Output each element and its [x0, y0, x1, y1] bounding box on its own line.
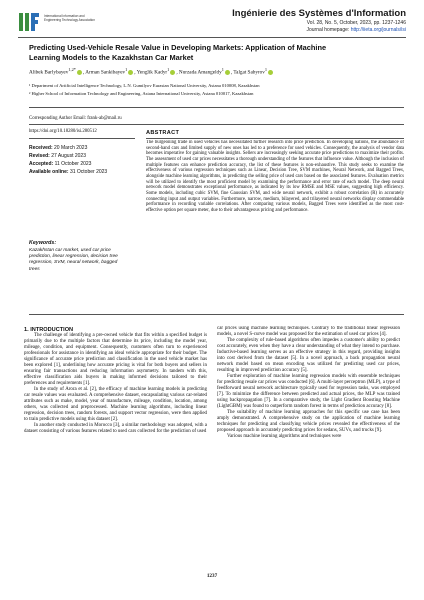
- orcid-icon[interactable]: [128, 70, 133, 75]
- author-name: Arman Sankibayev: [85, 69, 126, 76]
- iieta-logo-icon: [18, 10, 40, 34]
- orcid-icon[interactable]: [77, 70, 82, 75]
- affiliation-1: ¹ Department of Artificial Intelligence Technology, L.N. Gumilyov Eurasian National University, Astana 010008, Kazakhstan: [29, 83, 260, 88]
- author-list: Alibek Barlybayev$^{1,2*}$, Arman Sankibayev$^1$, Yenglik Kadyr$^1$, Nurzada Amangeldy$^1$, Talgat Sabyrov$^1$: [29, 67, 409, 76]
- orcid-icon[interactable]: [268, 70, 273, 75]
- author-affiliation-mark: 1: [221, 67, 224, 72]
- history-received: [29, 145, 119, 153]
- author-affiliation-mark: 1: [125, 67, 128, 72]
- history-value: 31 October 2023: [69, 169, 108, 175]
- body-left-column: [24, 327, 207, 569]
- author-name: Talgat Sabyrov: [233, 69, 265, 76]
- affiliation-2: ² Higher School of Information Technology and Engineering, Astana International University, Astana 010017, Kazakhstan: [29, 91, 254, 96]
- history-value: 20 March 2023: [54, 145, 88, 151]
- author-affiliation-mark: 1: [167, 67, 170, 72]
- doi-divider: [29, 138, 135, 139]
- history-label: Available online:: [29, 169, 69, 175]
- keywords-heading: Keywords:: [29, 240, 57, 246]
- section-heading: 1. INTRODUCTION: [24, 327, 74, 333]
- journal-homepage: [306, 27, 406, 33]
- history-revised: [29, 153, 119, 161]
- doi-link[interactable]: https://doi.org/10.18280/isi.280512: [29, 129, 97, 134]
- publisher-line: Engineering Technology Association: [44, 18, 95, 22]
- history-label: Accepted:: [29, 161, 54, 167]
- abstract-divider: [146, 138, 404, 139]
- body-paragraph: The challenge of identifying a pre-owned vehicle that fits within a specified budget is primarily due to the multiple factors that determine its price, including the model year, mileage, condition, and equipment. Consequently, customers often turn to experienced professionals for assistance in identifying an ideal vehicle appropriate for their budget. The significance of accurate price prediction and classification in the used vehicle market has been explored [1], underlining how accurate pricing is vital for both buyers and sellers in ensuring fair transactions and reducing information asymmetry. In tandem with this, effective classification aids buyers in making informed decisions tailored to their preferences and requirements [1].: [24, 332, 207, 386]
- body-paragraph: In another study conducted in Morocco [3], a similar methodology was adopted, with a dataset consisting of various features related to used cars collected for the prediction of used: [24, 422, 207, 434]
- abstract-text: The burgeoning trade in used vehicles has necessitated further research into price prediction. In developing nations, the abundance of second-hand cars and limited supply of new ones has led to a preference for used vehicles. Consequently, the analysis of vendor data becomes imperative for gaining valuable insights. Sellers are increasingly seeking accurate price predictions to maximize their profits. The assessment of used car prices necessitates a thorough understanding of the features that influence value. Although the inclusion of multiple features can enhance prediction accuracy, the list of these features is non-exhaustive. This study seeks to examine the effectiveness of various regression techniques such as Linear, Decision Tree, SVM machines, Neural Network, and Bagged Trees, alongside machine learning algorithms, in predicting the selling price of used cars based on the associated features. Evaluation metrics will be utilized to identify the most proficient model by examining the performance and error rate of each model. The deep neural network model demonstrates exceptional performance, as indicated by its low RMSE and MSE values, suggesting high efficiency. Some models, including cubic SVM, fine Gaussian SVM, and wide neural network, exhibit a robust correlation (R) in accurately connecting input and output variables. Furthermore, narrow, medium, bilayered, and trilayered neural networks display commendable performance in recording variable correlations. After comparing various models, Bagged Trees were identified as the most cost-effective option per square meter, due to their advantageous pricing and performance.: [146, 140, 404, 213]
- history-accepted: [29, 161, 119, 169]
- affiliation-divider: [29, 107, 404, 108]
- corresponding-divider: [29, 124, 404, 125]
- header-divider: [18, 37, 406, 38]
- publisher-name: [44, 14, 104, 22]
- author-affiliation-mark: 1,2*: [68, 67, 76, 72]
- body-paragraph: The complexity of rule-based algorithms often impedes a customer's ability to predict cost accurately, even when they have a clear understanding of what they intend to purchase. Inductive-based learning serves as an effective strategy in this regard, providing insights into cost derived from the dataset [5]. In a novel approach, a back propagation neural network model based on mean encoding was utilized for predicting used car prices, resulting in improved prediction accuracy [5].: [217, 337, 400, 373]
- front-matter-divider: [29, 314, 404, 315]
- journal-header: [18, 8, 406, 48]
- abstract-heading: ABSTRACT: [146, 130, 180, 136]
- orcid-icon[interactable]: [170, 70, 175, 75]
- author-name: Yenglik Kadyr: [136, 69, 168, 76]
- body-right-column: [217, 326, 400, 572]
- history-available: [29, 169, 119, 177]
- author-affiliation-mark: 1: [264, 67, 268, 72]
- homepage-link[interactable]: http://iieta.org/journals/isi: [350, 27, 406, 33]
- homepage-label: Journal homepage:: [306, 27, 350, 33]
- history-value: 11 October 2023: [54, 161, 92, 167]
- orcid-icon[interactable]: [225, 70, 230, 75]
- body-paragraph: The suitability of machine learning approaches for this specific use case has been amply demonstrated. A comprehensive study on the application of machine learning techniques for predicting and classifying vehicle prices revealed the effectiveness of the proposed approach in accurately predicting prices for sedans, SUVs, and trucks [9].: [217, 409, 400, 433]
- body-paragraph: In the study of Arora et al. [2], the efficacy of machine learning models in predicting car resale values was evaluated. A comprehensive dataset, encapsulating various car-related attributes such as make, model, year of manufacture, mileage, condition, location, among others, was collected and preprocessed. Machine learning algorithms, including linear regression, decision trees, random forests, and support vector regression, were then applied to train predictive models using this dataset [2].: [24, 386, 207, 422]
- title-line: Learning Models to the Kazakhstan Car Market: [29, 53, 194, 62]
- history-label: Revised:: [29, 153, 50, 159]
- body-paragraph: car prices using machine learning techniques. Contrary to the traditional linear regression models, a novel S-curve model was proposed for the estimation of used car prices [4].: [217, 326, 400, 337]
- publisher-line: International Information and: [44, 14, 85, 18]
- author-name: Nurzada Amangeldy: [178, 69, 222, 76]
- history-label: Received:: [29, 145, 53, 151]
- journal-title: Ingénierie des Systèmes d'Information: [232, 8, 406, 19]
- title-line: Predicting Used-Vehicle Resale Value in Developing Markets: Application of Machine: [29, 43, 327, 52]
- paper-title: [29, 43, 399, 63]
- body-paragraph: Various machine learning algorithms and techniques were: [227, 433, 342, 439]
- page-number: 1237: [206, 573, 218, 579]
- keywords-text: Kazakhstan car market, used car price prediction, linear regression, decision tree regression, SVM, neural network, bagged trees: [29, 248, 118, 272]
- history-value: 27 August 2023: [51, 153, 86, 159]
- body-paragraph: Further exploration of machine learning regression models with ensemble techniques for predicting resale car prices was conducted [6]. A multi-layer perceptron (MLP), a type of feedforward neural network architecture typically used for regression tasks, was employed [7]. To minimize the difference between predicted and actual prices, the MLP was trained using backpropagation [7]. In a comparative study, the Light Gradient Boosting Machine (LightGBM) was found to outperform random forest in terms of prediction accuracy [8].: [217, 373, 400, 409]
- corresponding-author: Corresponding Author Email: frank-ab@mail.ru: [29, 116, 122, 121]
- author-name: Alibek Barlybayev: [29, 69, 69, 76]
- journal-volume-info: Vol. 28, No. 5, October, 2023, pp. 1237-1246: [306, 20, 406, 26]
